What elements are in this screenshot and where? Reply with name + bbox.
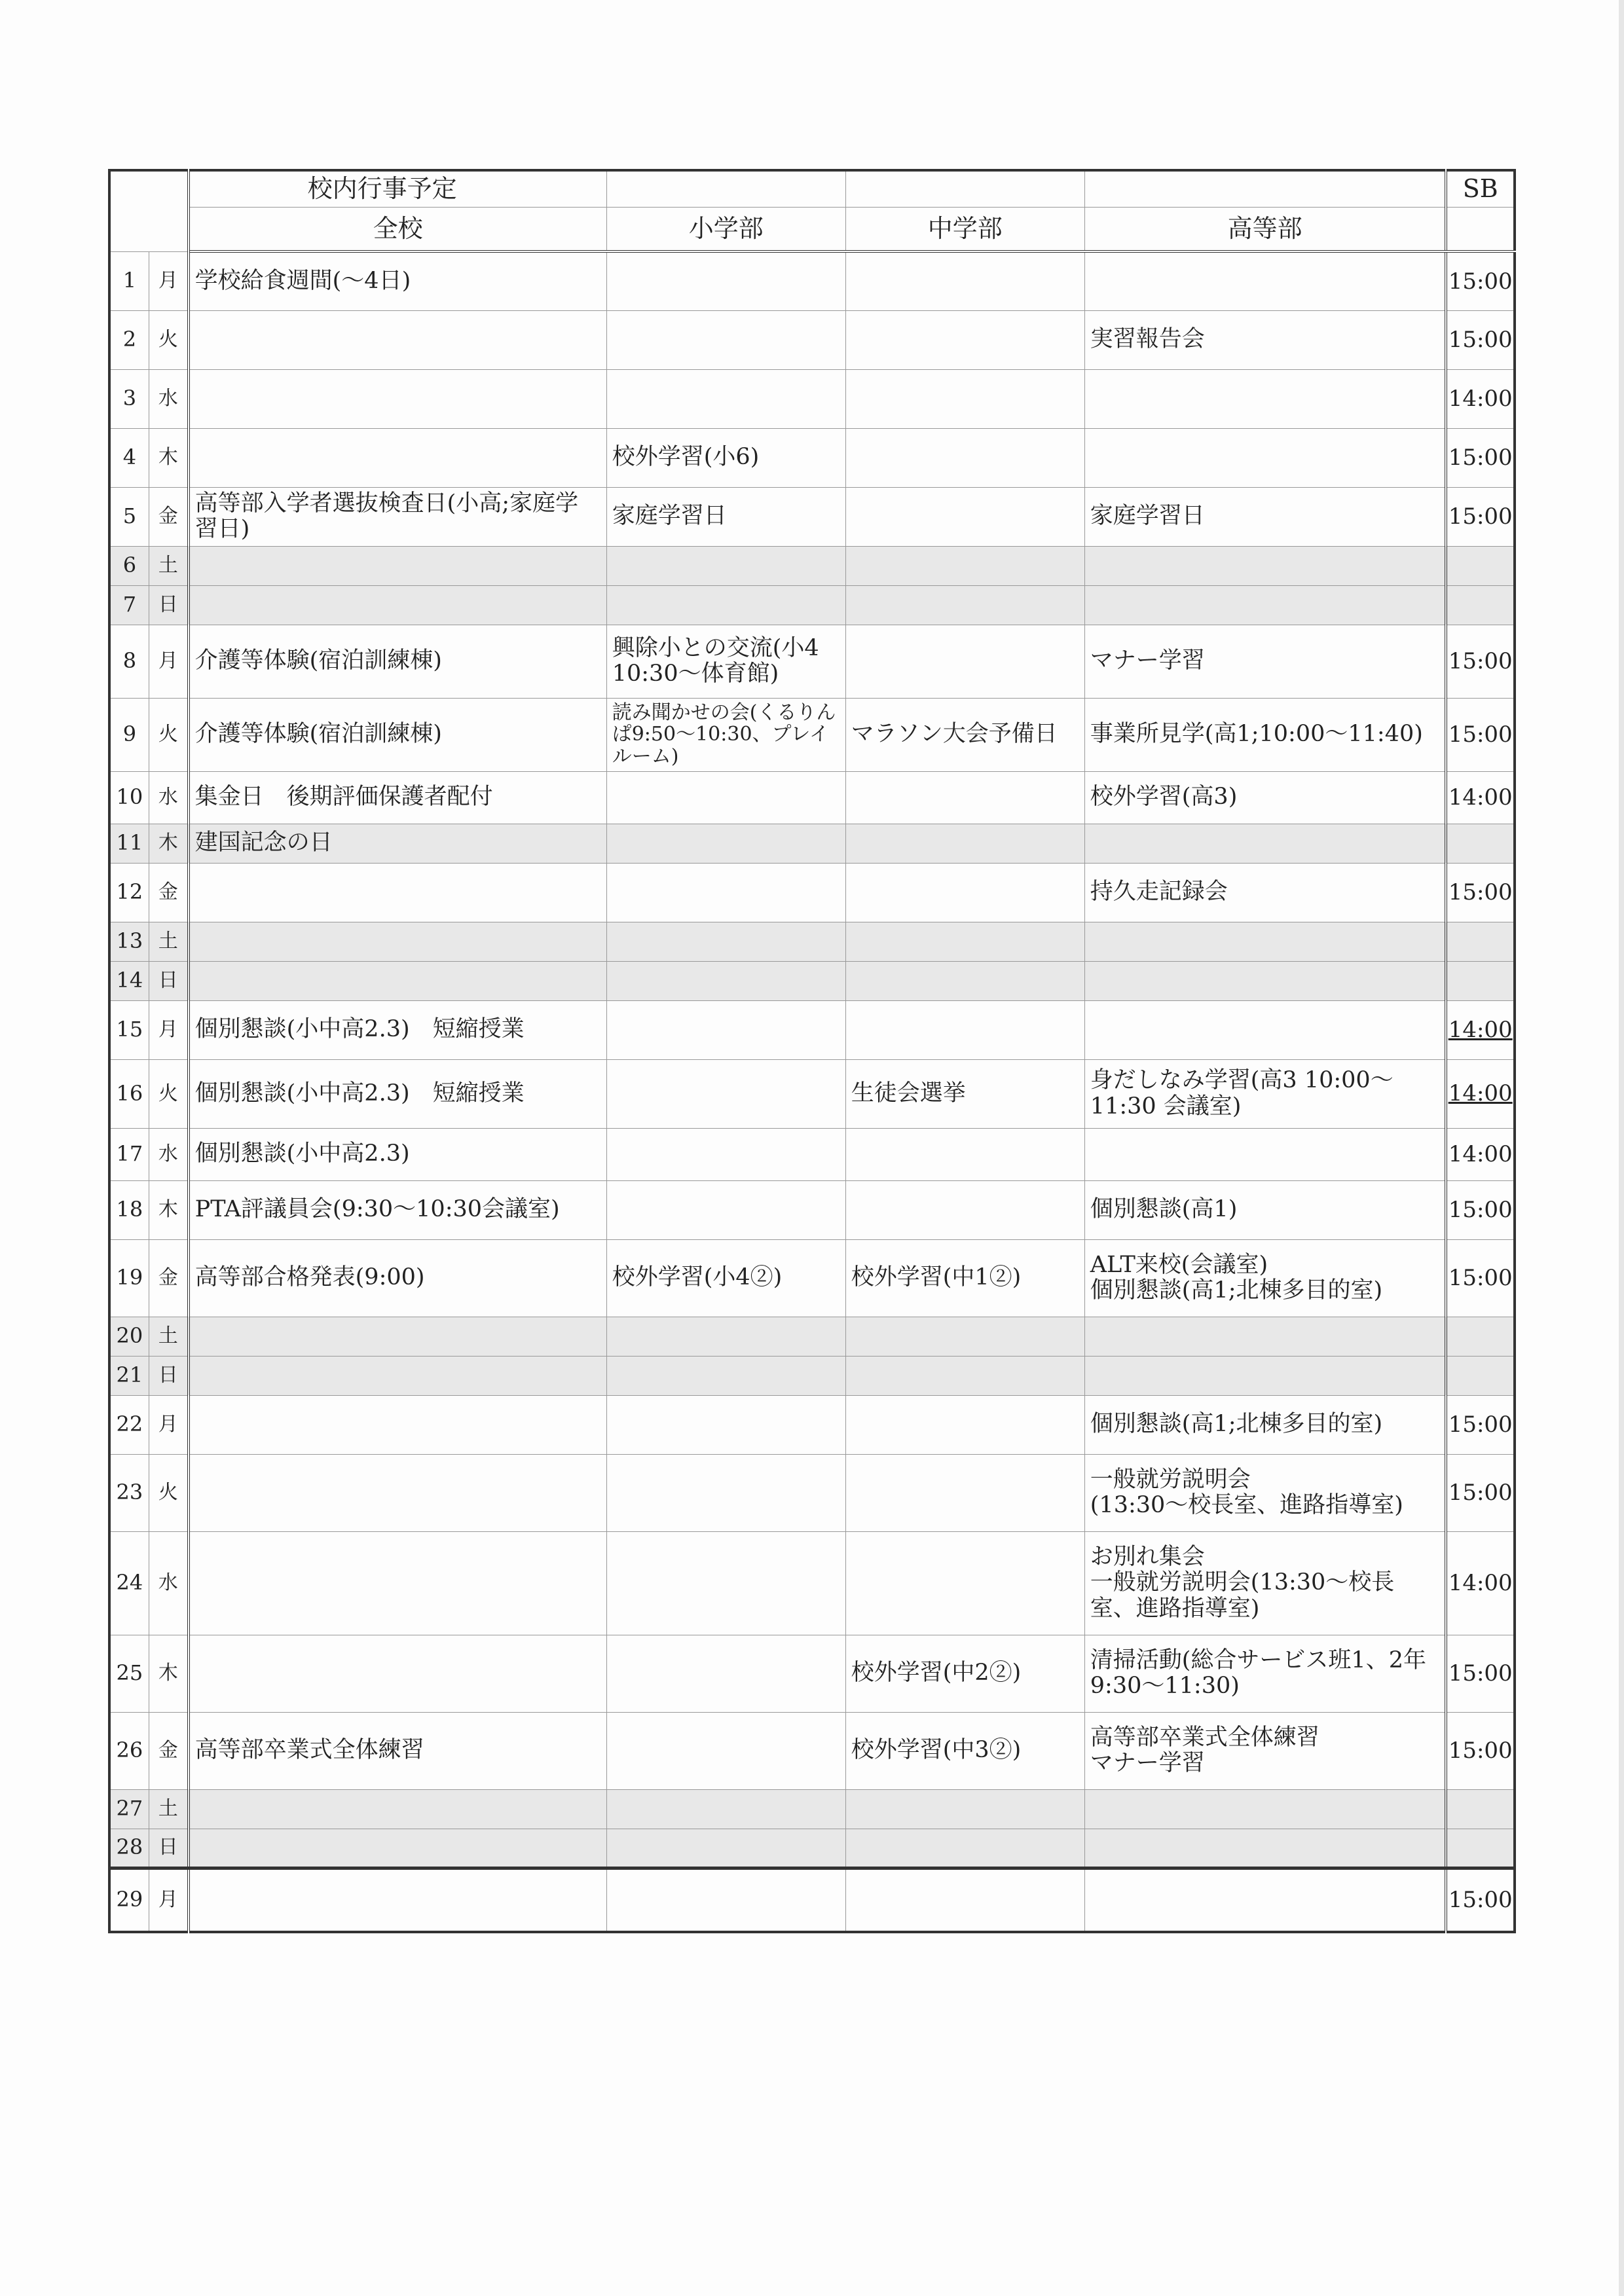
event-high	[1084, 369, 1446, 428]
schedule-row	[109, 824, 1515, 863]
event-elementary	[606, 310, 845, 369]
sb-time: 15:00	[1446, 1239, 1515, 1317]
weekday: 火	[149, 1059, 188, 1128]
event-middle	[845, 1454, 1084, 1531]
header-blank	[845, 170, 1084, 207]
weekday: 金	[149, 863, 188, 922]
event-all: 建国記念の日	[189, 824, 607, 863]
event-middle	[845, 1829, 1084, 1868]
event-all	[189, 1635, 607, 1712]
event-high	[1084, 1789, 1446, 1829]
header-elem: 小学部	[606, 207, 845, 251]
event-all: 高等部合格発表(9:00)	[189, 1239, 607, 1317]
event-all: 個別懇談(小中高2.3) 短縮授業	[189, 1000, 607, 1059]
weekday: 土	[149, 1789, 188, 1829]
weekday: 日	[149, 585, 188, 625]
scan-edge	[1619, 0, 1624, 2296]
sb-time	[1446, 922, 1515, 961]
event-middle: 校外学習(中2②)	[845, 1635, 1084, 1712]
event-high: 持久走記録会	[1084, 863, 1446, 922]
event-high: ALT来校(会議室) 個別懇談(高1;北棟多目的室)	[1084, 1239, 1446, 1317]
schedule-row	[109, 546, 1515, 585]
day-number: 14	[109, 961, 149, 1000]
event-elementary	[606, 1454, 845, 1531]
weekday: 火	[149, 1454, 188, 1531]
day-number: 28	[109, 1829, 149, 1868]
sb-time	[1446, 585, 1515, 625]
event-all	[189, 1829, 607, 1868]
schedule-row	[109, 863, 1515, 922]
event-middle: 生徒会選挙	[845, 1059, 1084, 1128]
event-middle	[845, 487, 1084, 546]
event-high	[1084, 922, 1446, 961]
schedule-row	[109, 585, 1515, 625]
event-all: 個別懇談(小中高2.3) 短縮授業	[189, 1059, 607, 1128]
weekday: 土	[149, 1317, 188, 1356]
day-number: 21	[109, 1356, 149, 1395]
day-number: 11	[109, 824, 149, 863]
event-all	[189, 1868, 607, 1932]
event-elementary	[606, 1635, 845, 1712]
event-elementary	[606, 1059, 845, 1128]
day-number: 25	[109, 1635, 149, 1712]
schedule-row	[109, 251, 1515, 310]
event-all	[189, 1317, 607, 1356]
sb-time: 15:00	[1446, 1180, 1515, 1239]
weekday: 水	[149, 771, 188, 824]
day-number: 6	[109, 546, 149, 585]
event-all	[189, 961, 607, 1000]
weekday: 木	[149, 824, 188, 863]
schedule-row	[109, 1000, 1515, 1059]
event-high: 清掃活動(総合サービス班1、2年 9:30～11:30)	[1084, 1635, 1446, 1712]
event-all	[189, 1531, 607, 1635]
schedule-row	[109, 961, 1515, 1000]
event-high	[1084, 1868, 1446, 1932]
day-number: 16	[109, 1059, 149, 1128]
event-elementary	[606, 1000, 845, 1059]
sb-time: 15:00	[1446, 1712, 1515, 1789]
event-high	[1084, 1356, 1446, 1395]
event-all	[189, 863, 607, 922]
schedule-row	[109, 1128, 1515, 1180]
event-high	[1084, 824, 1446, 863]
event-elementary	[606, 369, 845, 428]
event-middle	[845, 1395, 1084, 1454]
event-all	[189, 1789, 607, 1829]
sb-time: 14:00	[1446, 771, 1515, 824]
day-number: 4	[109, 428, 149, 487]
event-high: 身だしなみ学習(高3 10:00～11:30 会議室)	[1084, 1059, 1446, 1128]
header-corner	[109, 170, 189, 251]
weekday: 金	[149, 487, 188, 546]
day-number: 8	[109, 625, 149, 698]
header-sb: SB	[1446, 170, 1515, 207]
event-all	[189, 1395, 607, 1454]
weekday: 水	[149, 1128, 188, 1180]
day-number: 5	[109, 487, 149, 546]
event-middle	[845, 1128, 1084, 1180]
event-elementary	[606, 1317, 845, 1356]
header-high: 高等部	[1084, 207, 1446, 251]
event-middle	[845, 863, 1084, 922]
sb-time: 14:00	[1446, 369, 1515, 428]
event-all: 高等部入学者選抜検査日(小高;家庭学習日)	[189, 487, 607, 546]
event-elementary	[606, 1356, 845, 1395]
event-elementary	[606, 961, 845, 1000]
event-high: 実習報告会	[1084, 310, 1446, 369]
event-all: 介護等体験(宿泊訓練棟)	[189, 625, 607, 698]
sb-time: 15:00	[1446, 1868, 1515, 1932]
schedule-row	[109, 771, 1515, 824]
schedule-row	[109, 1180, 1515, 1239]
schedule-row	[109, 487, 1515, 546]
event-elementary	[606, 251, 845, 310]
event-middle	[845, 771, 1084, 824]
event-middle	[845, 625, 1084, 698]
event-high: 一般就労説明会 (13:30～校長室、進路指導室)	[1084, 1454, 1446, 1531]
event-middle	[845, 1789, 1084, 1829]
sb-time	[1446, 824, 1515, 863]
event-elementary	[606, 546, 845, 585]
event-all	[189, 369, 607, 428]
weekday: 木	[149, 428, 188, 487]
day-number: 22	[109, 1395, 149, 1454]
schedule-row	[109, 1868, 1515, 1932]
schedule-row	[109, 1239, 1515, 1317]
event-elementary	[606, 1789, 845, 1829]
event-all	[189, 546, 607, 585]
sb-time: 15:00	[1446, 251, 1515, 310]
schedule-row	[109, 1356, 1515, 1395]
event-high	[1084, 1829, 1446, 1868]
event-middle	[845, 1000, 1084, 1059]
event-elementary: 校外学習(小6)	[606, 428, 845, 487]
weekday: 土	[149, 546, 188, 585]
schedule-row	[109, 1531, 1515, 1635]
day-number: 26	[109, 1712, 149, 1789]
day-number: 9	[109, 698, 149, 771]
weekday: 日	[149, 1356, 188, 1395]
event-elementary: 読み聞かせの会(くるりんぱ9:50～10:30、プレイルーム)	[606, 698, 845, 771]
sb-time: 14:00	[1446, 1128, 1515, 1180]
event-all: 高等部卒業式全体練習	[189, 1712, 607, 1789]
schedule-row	[109, 310, 1515, 369]
schedule-row	[109, 1635, 1515, 1712]
event-high: 校外学習(高3)	[1084, 771, 1446, 824]
day-number: 1	[109, 251, 149, 310]
event-elementary	[606, 824, 845, 863]
event-elementary	[606, 1180, 845, 1239]
event-elementary	[606, 863, 845, 922]
weekday: 日	[149, 961, 188, 1000]
event-elementary	[606, 922, 845, 961]
sb-time: 15:00	[1446, 698, 1515, 771]
event-high: 個別懇談(高1;北棟多目的室)	[1084, 1395, 1446, 1454]
event-all	[189, 585, 607, 625]
sb-time: 15:00	[1446, 1454, 1515, 1531]
schedule-row	[109, 1395, 1515, 1454]
weekday: 金	[149, 1239, 188, 1317]
sb-time: 15:00	[1446, 863, 1515, 922]
day-number: 24	[109, 1531, 149, 1635]
sb-time	[1446, 546, 1515, 585]
day-number: 27	[109, 1789, 149, 1829]
event-elementary	[606, 1868, 845, 1932]
sb-time: 14:00	[1446, 1059, 1515, 1128]
event-middle	[845, 585, 1084, 625]
day-number: 13	[109, 922, 149, 961]
weekday: 火	[149, 310, 188, 369]
event-middle	[845, 369, 1084, 428]
event-all: 集金日 後期評価保護者配付	[189, 771, 607, 824]
weekday: 月	[149, 625, 188, 698]
event-all	[189, 1454, 607, 1531]
schedule-row	[109, 369, 1515, 428]
event-elementary	[606, 1128, 845, 1180]
schedule-table	[108, 169, 1516, 1933]
schedule-row	[109, 922, 1515, 961]
header-sb-blank	[1446, 207, 1515, 251]
event-high: 事業所見学(高1;10:00～11:40)	[1084, 698, 1446, 771]
sb-time: 15:00	[1446, 625, 1515, 698]
event-middle	[845, 310, 1084, 369]
weekday: 金	[149, 1712, 188, 1789]
event-high	[1084, 961, 1446, 1000]
event-middle: マラソン大会予備日	[845, 698, 1084, 771]
sb-time: 15:00	[1446, 487, 1515, 546]
event-middle	[845, 1356, 1084, 1395]
sb-time	[1446, 1789, 1515, 1829]
event-elementary	[606, 1395, 845, 1454]
sb-time: 14:00	[1446, 1531, 1515, 1635]
schedule-row	[109, 428, 1515, 487]
event-elementary	[606, 1712, 845, 1789]
sb-time	[1446, 1317, 1515, 1356]
schedule-row	[109, 1789, 1515, 1829]
event-middle: 校外学習(中3②)	[845, 1712, 1084, 1789]
header-middle: 中学部	[845, 207, 1084, 251]
event-middle	[845, 428, 1084, 487]
day-number: 17	[109, 1128, 149, 1180]
event-middle	[845, 961, 1084, 1000]
schedule-row	[109, 1712, 1515, 1789]
event-middle	[845, 922, 1084, 961]
sb-time	[1446, 1356, 1515, 1395]
event-all	[189, 310, 607, 369]
schedule-row	[109, 1059, 1515, 1128]
event-all	[189, 1356, 607, 1395]
day-number: 20	[109, 1317, 149, 1356]
event-middle	[845, 251, 1084, 310]
event-all	[189, 428, 607, 487]
schedule-row	[109, 1317, 1515, 1356]
day-number: 7	[109, 585, 149, 625]
event-high	[1084, 1317, 1446, 1356]
event-high	[1084, 546, 1446, 585]
event-elementary	[606, 585, 845, 625]
section-title: 校内行事予定	[189, 170, 607, 207]
schedule-row	[109, 1454, 1515, 1531]
event-high	[1084, 1000, 1446, 1059]
event-middle	[845, 1180, 1084, 1239]
weekday: 月	[149, 251, 188, 310]
event-high: マナー学習	[1084, 625, 1446, 698]
day-number: 23	[109, 1454, 149, 1531]
event-all: 個別懇談(小中高2.3)	[189, 1128, 607, 1180]
day-number: 15	[109, 1000, 149, 1059]
sb-time: 15:00	[1446, 1395, 1515, 1454]
schedule-row	[109, 698, 1515, 771]
sb-time: 15:00	[1446, 1635, 1515, 1712]
header-blank	[1084, 170, 1446, 207]
event-elementary	[606, 1829, 845, 1868]
event-all: 介護等体験(宿泊訓練棟)	[189, 698, 607, 771]
sb-time	[1446, 1829, 1515, 1868]
weekday: 土	[149, 922, 188, 961]
header-row-1	[109, 170, 1515, 207]
event-middle	[845, 1531, 1084, 1635]
event-all	[189, 922, 607, 961]
event-all: 学校給食週間(～4日)	[189, 251, 607, 310]
weekday: 水	[149, 1531, 188, 1635]
weekday: 水	[149, 369, 188, 428]
day-number: 3	[109, 369, 149, 428]
weekday: 月	[149, 1868, 188, 1932]
day-number: 10	[109, 771, 149, 824]
event-middle	[845, 546, 1084, 585]
header-all: 全校	[189, 207, 607, 251]
event-middle: 校外学習(中1②)	[845, 1239, 1084, 1317]
weekday: 月	[149, 1395, 188, 1454]
event-high	[1084, 1128, 1446, 1180]
event-high: お別れ集会 一般就労説明会(13:30～校長室、進路指導室)	[1084, 1531, 1446, 1635]
day-number: 12	[109, 863, 149, 922]
event-middle	[845, 1317, 1084, 1356]
weekday: 木	[149, 1180, 188, 1239]
event-all: PTA評議員会(9:30～10:30会議室)	[189, 1180, 607, 1239]
header-blank	[606, 170, 845, 207]
header-row-2	[109, 207, 1515, 251]
schedule-row	[109, 1829, 1515, 1868]
sb-time: 14:00	[1446, 1000, 1515, 1059]
event-high: 個別懇談(高1)	[1084, 1180, 1446, 1239]
day-number: 29	[109, 1868, 149, 1932]
schedule-row	[109, 625, 1515, 698]
day-number: 2	[109, 310, 149, 369]
event-high	[1084, 428, 1446, 487]
event-elementary: 校外学習(小4②)	[606, 1239, 845, 1317]
weekday: 日	[149, 1829, 188, 1868]
event-elementary: 家庭学習日	[606, 487, 845, 546]
day-number: 18	[109, 1180, 149, 1239]
event-middle	[845, 1868, 1084, 1932]
sb-time: 15:00	[1446, 428, 1515, 487]
event-elementary	[606, 1531, 845, 1635]
day-number: 19	[109, 1239, 149, 1317]
event-middle	[845, 824, 1084, 863]
weekday: 火	[149, 698, 188, 771]
event-elementary	[606, 771, 845, 824]
event-elementary: 興除小との交流(小4 10:30～体育館)	[606, 625, 845, 698]
event-high: 高等部卒業式全体練習 マナー学習	[1084, 1712, 1446, 1789]
weekday: 月	[149, 1000, 188, 1059]
sb-time: 15:00	[1446, 310, 1515, 369]
event-high	[1084, 251, 1446, 310]
event-high: 家庭学習日	[1084, 487, 1446, 546]
weekday: 木	[149, 1635, 188, 1712]
event-high	[1084, 585, 1446, 625]
sb-time	[1446, 961, 1515, 1000]
